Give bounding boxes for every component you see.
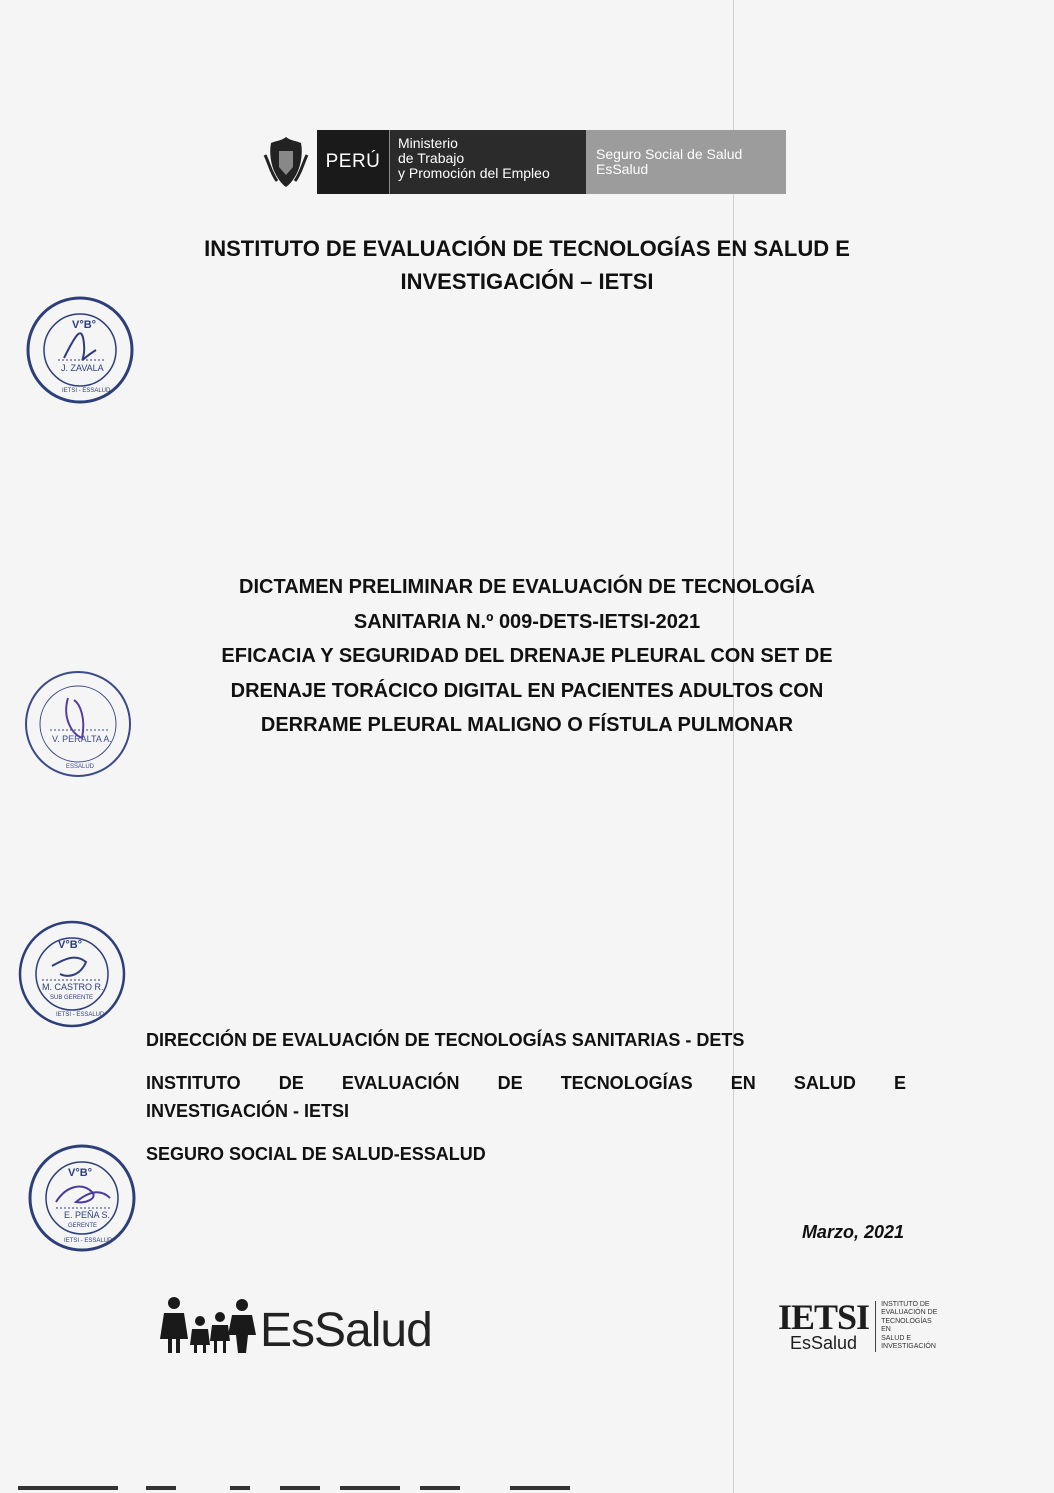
dictamen-line-4: DRENAJE TORÁCICO DIGITAL EN PACIENTES ADULTOS CON — [230, 679, 824, 702]
ministerio-line-1: Ministerio — [398, 135, 458, 151]
author-ietsi-word: DE — [497, 1073, 523, 1093]
stamp-footer-text: IETSI - ESSALUD — [62, 388, 111, 394]
approval-stamp-peralta — [22, 668, 134, 785]
author-ietsi-word: TECNOLOGÍAS — [560, 1073, 693, 1093]
ietsi-desc-line: SALUD E — [881, 1334, 912, 1342]
ietsi-desc-line: TECNOLOGÍAS EN — [881, 1317, 932, 1333]
scan-artifact — [280, 1486, 320, 1490]
essalud-logo — [160, 1295, 432, 1355]
author-ietsi-word: EVALUACIÓN — [341, 1073, 460, 1093]
stamp-name-text: V. PERALTA A. — [52, 734, 112, 744]
ietsi-desc-line: EVALUACIÓN DE — [881, 1309, 938, 1316]
institute-title — [0, 232, 1054, 298]
document-date: Marzo, 2021 — [801, 1222, 904, 1242]
scan-artifact — [230, 1486, 250, 1490]
ministerio-line-3: y Promoción del Empleo — [398, 165, 550, 181]
author-ietsi-line-1 — [146, 1069, 906, 1097]
stamp-footer-text: ESSALUD — [66, 764, 95, 770]
essalud-wordmark: EsSalud — [260, 1304, 432, 1357]
essalud-band-line-1: Seguro Social de Salud — [596, 146, 743, 162]
dictamen-line-1: DICTAMEN PRELIMINAR DE EVALUACIÓN DE TECNOLOGÍA — [239, 576, 815, 598]
stamp-footer-text: IETSI - ESSALUD — [64, 1238, 113, 1244]
essalud-band-label — [586, 130, 786, 194]
scan-artifact — [510, 1486, 570, 1490]
scan-artifact — [420, 1486, 460, 1490]
peru-label: PERÚ — [317, 130, 389, 194]
author-essalud: SEGURO SOCIAL DE SALUD-ESSALUD — [146, 1144, 486, 1164]
scan-fold-line — [733, 0, 734, 1493]
approval-stamp-pena — [26, 1142, 138, 1259]
stamp-name-text: J. ZAVALA — [61, 363, 104, 373]
stamp-name-text: E. PEÑA S. — [64, 1210, 111, 1220]
stamp-vb-text: V°B° — [58, 939, 83, 951]
stamp-role-text: GERENTE — [68, 1223, 98, 1229]
author-ietsi-word: SALUD — [793, 1073, 856, 1093]
stamp-vb-text: V°B° — [72, 319, 97, 331]
author-ietsi-word: DE — [278, 1073, 304, 1093]
government-logo-band — [255, 130, 786, 194]
ietsi-desc-line: INSTITUTO DE — [881, 1300, 930, 1308]
author-ietsi-word: EN — [730, 1073, 756, 1093]
ministerio-label — [389, 130, 586, 194]
scan-artifact — [146, 1486, 176, 1490]
authors-block — [146, 1026, 906, 1168]
stamp-name-text: M. CASTRO R. — [42, 982, 104, 992]
dictamen-line-5: DERRAME PLEURAL MALIGNO O FÍSTULA PULMONAR — [260, 714, 794, 736]
ministerio-line-2: de Trabajo — [398, 150, 465, 166]
dictamen-line-2: SANITARIA N.º 009-DETS-IETSI-2021 — [353, 610, 701, 633]
stamp-vb-text: V°B° — [68, 1167, 93, 1179]
family-figures-icon — [160, 1295, 256, 1355]
ietsi-description — [875, 1301, 941, 1352]
ietsi-wordmark — [778, 1297, 870, 1353]
dictamen-line-3: EFICACIA Y SEGURIDAD DEL DRENAJE PLEURAL CON SET DE — [221, 645, 833, 667]
scan-artifact — [340, 1486, 400, 1490]
ietsi-desc-line: INVESTIGACIÓN — [881, 1343, 936, 1350]
dictamen-title — [0, 570, 1054, 743]
stamp-role-text: SUB GERENTE — [50, 995, 94, 1001]
ietsi-logo — [778, 1297, 941, 1353]
institute-title-line-2: INVESTIGACIÓN – IETSI — [400, 269, 654, 294]
author-dets: DIRECCIÓN DE EVALUACIÓN DE TECNOLOGÍAS SANITARIAS - DETS — [146, 1030, 745, 1050]
essalud-band-line-2: EsSalud — [596, 161, 649, 177]
peru-coat-of-arms-icon — [255, 130, 317, 194]
author-ietsi-line-2: INVESTIGACIÓN - IETSI — [146, 1101, 350, 1121]
author-ietsi-word: INSTITUTO — [146, 1073, 241, 1093]
institute-title-line-1: INSTITUTO DE EVALUACIÓN DE TECNOLOGÍAS EN SALUD E — [204, 236, 850, 261]
ietsi-big-text: IETSI — [778, 1297, 870, 1337]
ietsi-small-text: EsSalud — [790, 1333, 858, 1353]
scan-artifact — [18, 1486, 118, 1490]
author-ietsi-word: E — [893, 1073, 906, 1093]
stamp-footer-text: IETSI - ESSALUD — [56, 1012, 105, 1018]
approval-stamp-castro — [16, 918, 128, 1035]
approval-stamp-zavala — [24, 294, 136, 411]
